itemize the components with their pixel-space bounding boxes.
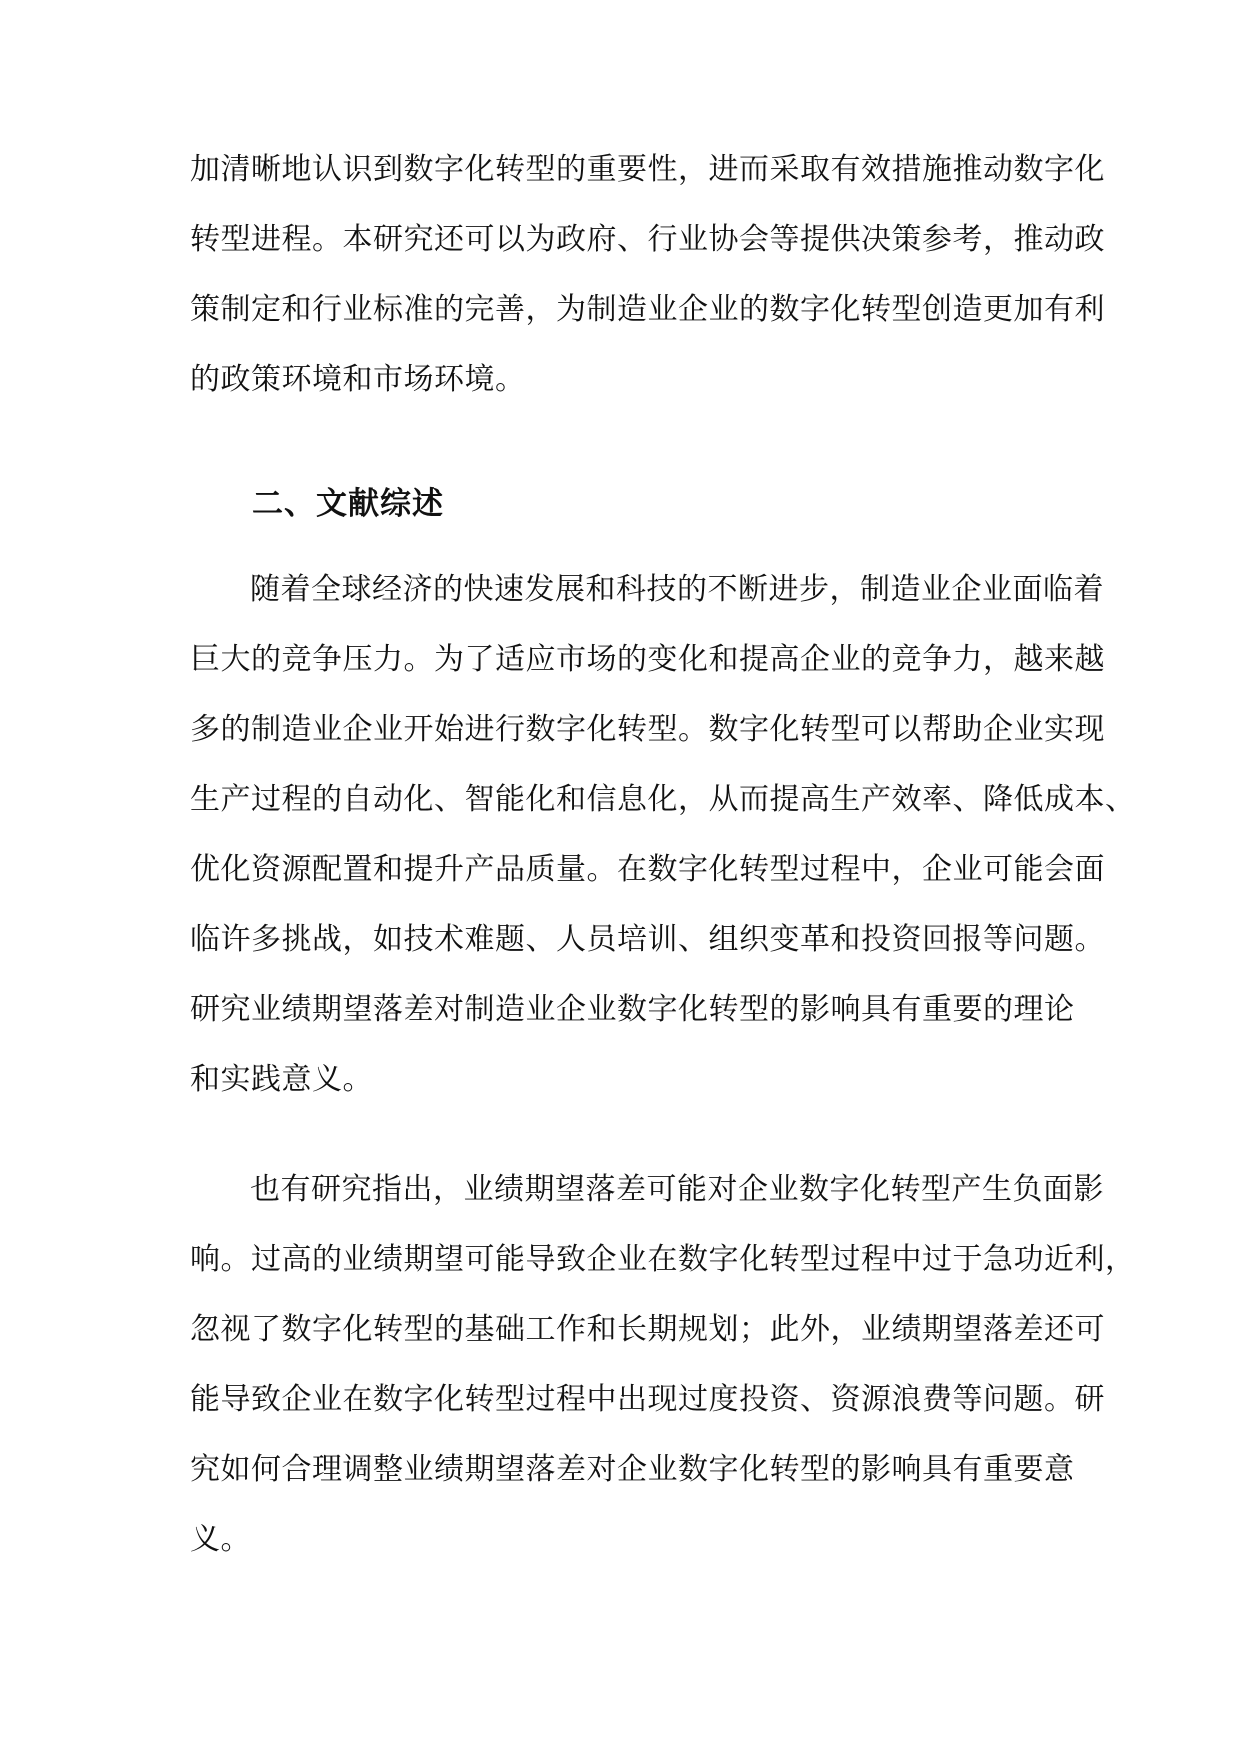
text-line: 响。过高的业绩期望可能导致企业在数字化转型过程中过于急功近利， xyxy=(190,1242,1136,1277)
text-line: 究如何合理调整业绩期望落差对企业数字化转型的影响具有重要意 xyxy=(190,1452,1075,1487)
section-heading: 二、文献综述 xyxy=(252,486,444,522)
text-line: 临许多挑战，如技术难题、人员培训、组织变革和投资回报等问题。 xyxy=(190,922,1105,957)
text-line: 转型进程。本研究还可以为政府、行业协会等提供决策参考，推动政 xyxy=(190,222,1105,257)
text-line: 生产过程的自动化、智能化和信息化，从而提高生产效率、降低成本、 xyxy=(190,782,1136,817)
text-line: 策制定和行业标准的完善，为制造业企业的数字化转型创造更加有利 xyxy=(190,292,1105,327)
text-line: 和实践意义。 xyxy=(190,1062,373,1097)
text-line: 多的制造业企业开始进行数字化转型。数字化转型可以帮助企业实现 xyxy=(190,712,1105,747)
text-line: 随着全球经济的快速发展和科技的不断进步，制造业企业面临着 xyxy=(250,572,1104,607)
text-line: 能导致企业在数字化转型过程中出现过度投资、资源浪费等问题。研 xyxy=(190,1382,1105,1417)
text-line: 也有研究指出，业绩期望落差可能对企业数字化转型产生负面影 xyxy=(250,1172,1104,1207)
text-line: 的政策环境和市场环境。 xyxy=(190,362,526,397)
text-line: 忽视了数字化转型的基础工作和长期规划；此外，业绩期望落差还可 xyxy=(190,1312,1105,1347)
text-line: 巨大的竞争压力。为了适应市场的变化和提高企业的竞争力，越来越 xyxy=(190,642,1105,677)
text-line: 加清晰地认识到数字化转型的重要性，进而采取有效措施推动数字化 xyxy=(190,152,1105,187)
text-line: 义。 xyxy=(190,1522,251,1557)
text-line: 研究业绩期望落差对制造业企业数字化转型的影响具有重要的理论 xyxy=(190,992,1075,1027)
text-line: 优化资源配置和提升产品质量。在数字化转型过程中，企业可能会面 xyxy=(190,852,1105,887)
